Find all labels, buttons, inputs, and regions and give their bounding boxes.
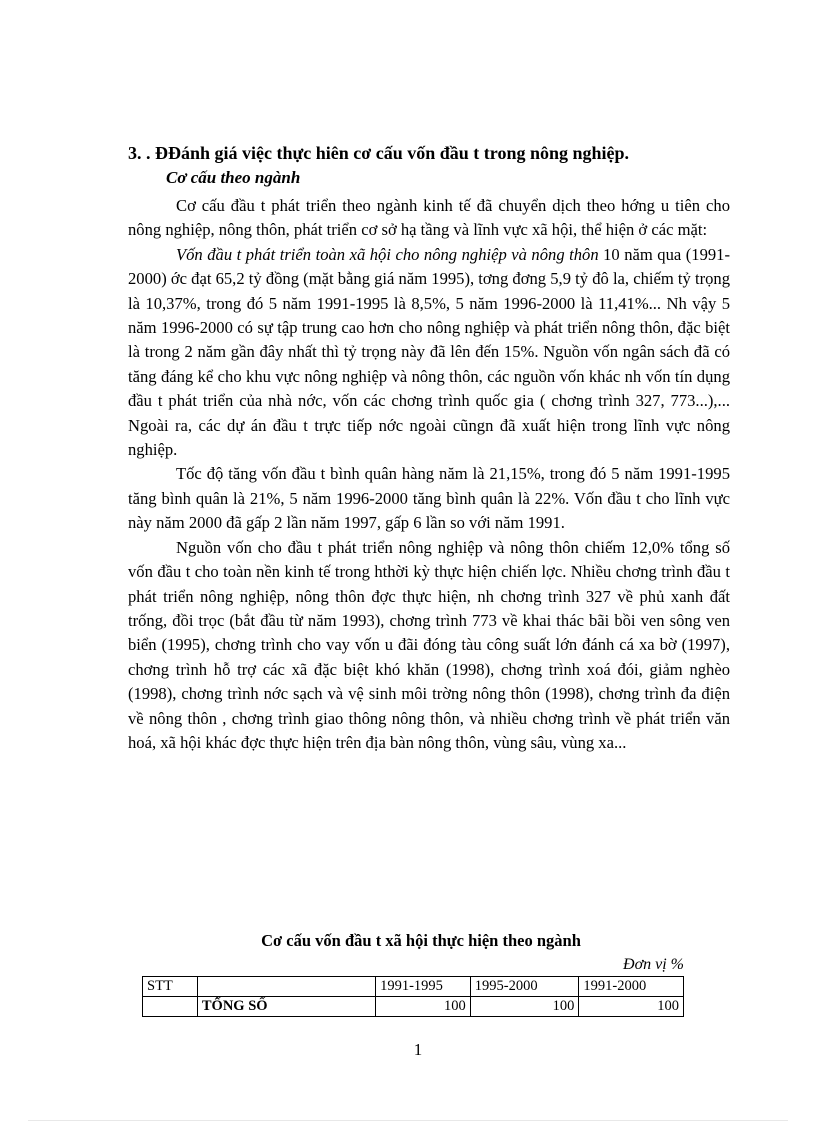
section-heading: 3. . ĐĐánh giá việc thực hiên cơ cấu vốn đầu t trong nông nghiệp.: [128, 143, 630, 163]
table-row: [143, 997, 684, 1017]
body-text: [128, 194, 730, 755]
row-cell-value: 100: [579, 997, 684, 1017]
subsection-heading: Cơ cấu theo ngành: [166, 168, 301, 187]
page-number: 1: [413, 1040, 423, 1059]
table-header-row: [143, 977, 684, 997]
investment-structure-table: [142, 976, 684, 1017]
paragraph-1: Cơ cấu đầu t phát triển theo ngành kinh tế đã chuyển dịch theo hớng u tiên cho nông nghiệp, nông thôn, phát triển cơ sở hạ tầng và lĩnh vực xã hội, thể hiện ở các mặt:: [128, 196, 730, 240]
header-cell-name: [197, 977, 375, 997]
table-unit: Đơn vị %: [623, 956, 684, 973]
row-cell-stt: [143, 997, 198, 1017]
paragraph-3: Tốc độ tăng vốn đầu t bình quân hàng năm là 21,15%, trong đó 5 năm 1991-1995 tăng bình quân là 21%, 5 năm 1996-2000 tăng bình quân là 22%. Vốn đầu t cho lĩnh vực này năm 2000 đã gấp 2 lần năm 1997, gấp 6 lần so với năm 1991.: [128, 464, 730, 533]
paragraph-4: Nguồn vốn cho đầu t phát triển nông nghiệp và nông thôn chiếm 12,0% tổng số vốn đầu t cho toàn nền kinh tế trong hthời kỳ thực hiện chiến lợc. Nhiều chơng trình đầu t phát triển nông nghiệp, nông thôn đợc thực hiện, nh chơng trình 327 về phủ xanh đất trống, đồi trọc (bắt đầu từ năm 1993), chơng trình 773 về khai thác bãi bồi ven sông ven biển (1995), chơng trình cho vay vốn u đãi đóng tàu công suất lớn đánh cá xa bờ (1997), chơng trình hỗ trợ các xã đặc biệt khó khăn (1998), chơng trình xoá đói, giảm nghèo (1998), chơng trình nớc sạch và vệ sinh môi trờng nông thôn (1998), chơng trình đa điện về nông thôn , chơng trình giao thông nông thôn, và nhiều chơng trình về phát triển văn hoá, xã hội khác đợc thực hiện trên địa bàn nông thôn, vùng sâu, vùng xa...: [128, 537, 730, 752]
header-cell-1995-2000: 1995-2000: [470, 977, 579, 997]
paragraph-2: [128, 243, 730, 463]
row-cell-value: 100: [376, 997, 471, 1017]
row-cell-name: TỔNG SỐ: [197, 997, 375, 1017]
table-title: Cơ cấu vốn đầu t xã hội thực hiện theo ngành: [261, 931, 581, 950]
paragraph-2-italic: Vốn đầu t phát triển toàn xã hội cho nông nghiệp và nông thôn: [176, 244, 599, 264]
page-bottom-divider: [28, 1120, 788, 1121]
header-cell-stt: STT: [143, 977, 198, 997]
header-cell-1991-2000: 1991-2000: [579, 977, 684, 997]
row-cell-value: 100: [470, 997, 579, 1017]
paragraph-2-text: 10 năm qua (1991-2000) ớc đạt 65,2 tỷ đồng (mặt bằng giá năm 1995), tơng đơng 5,9 tỷ đô la, chiếm tỷ trọng là 10,37%, trong đó 5 năm 1991-1995 là 8,5%, 5 năm 1996-2000 là 11,41%... Nh vậy 5 năm 1996-2000 có sự tập trung cao hơn cho nông nghiệp và phát triển nông thôn, đặc biệt là trong 2 năm gần đây nhất thì tỷ trọng này đã lên đến 15%. Nguồn vốn ngân sách đã có tăng đáng kể cho khu vực nông nghiệp và nông thôn, các nguồn vốn khác nh vốn tín dụng đầu t phát triển của nhà nớc, vốn các chơng trình quốc gia ( chơng trình 327, 773...),... Ngoài ra, các dự án đầu t trực tiếp nớc ngoài cũngn đã xuất hiện trong lĩnh vực nông nghiệp.: [128, 244, 730, 460]
header-cell-1991-1995: 1991-1995: [376, 977, 471, 997]
